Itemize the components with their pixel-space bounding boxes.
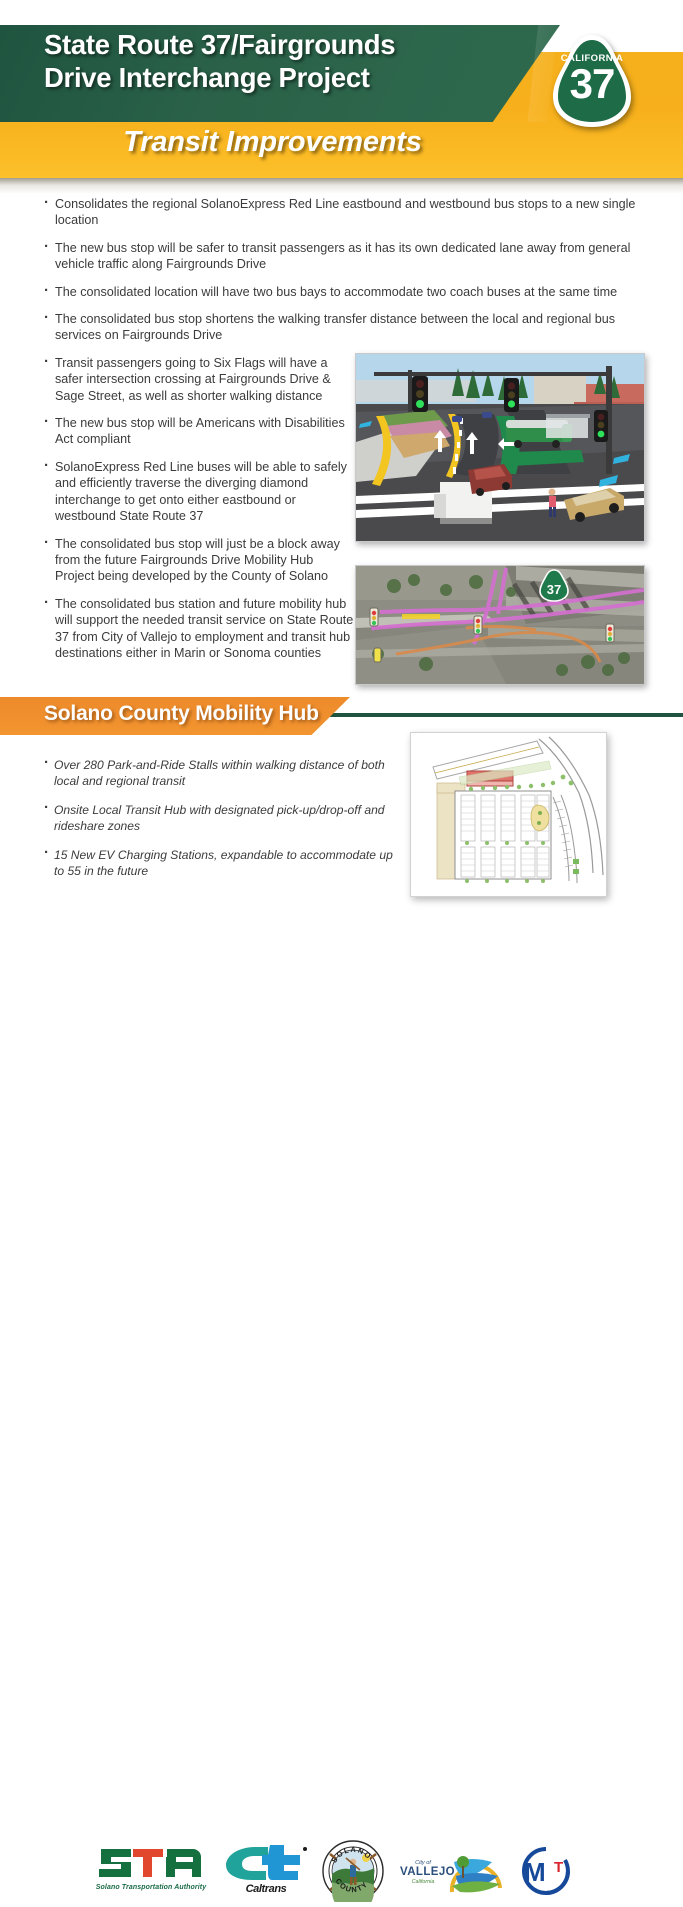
- site-plan-image: [410, 732, 607, 897]
- page-header: [0, 0, 683, 190]
- list-item: · 15 New EV Charging Stations, expandable to accommodate up to 55 in the future: [44, 847, 404, 879]
- list-item: · The new bus stop will be safer to transit passengers as it has its own dedicated lane away from general vehicle traffic along Fairgrounds Drive: [44, 240, 652, 273]
- list-item: · The consolidated location will have two bus bays to accommodate two coach buses at the same time: [44, 284, 652, 300]
- mtc-letter-t: T: [554, 1859, 564, 1876]
- intersection-rendering-image: [355, 353, 645, 542]
- shield-state-label: CALIFORNIA: [560, 53, 624, 64]
- solano-seal-bottom-text: COUNTY: [333, 1876, 370, 1895]
- vallejo-line3: California: [411, 1879, 435, 1885]
- aerial-shield-label: 37: [546, 582, 562, 597]
- svg-text:COUNTY: [334, 1877, 370, 1894]
- solano-county-seal-logo: [322, 1840, 384, 1902]
- mobility-hub-bullet-list: [44, 757, 404, 879]
- list-item: · The consolidated bus stop shortens the walking transfer distance between the local and regional bus services on Fairgrounds Drive: [44, 311, 652, 344]
- aerial-interchange-image: [355, 565, 645, 685]
- mobility-hub-body: [44, 757, 404, 892]
- page-title-line1: State Route 37/Fairgrounds: [44, 29, 396, 60]
- shield-route-number: 37: [569, 60, 615, 107]
- caltrans-wordmark: Caltrans: [245, 1883, 287, 1895]
- footer-logo-strip: [0, 918, 683, 1895]
- vallejo-line1: City of: [415, 1860, 431, 1866]
- mtc-logo: [510, 1846, 582, 1896]
- vallejo-line2: VALLEJO: [400, 1866, 455, 1878]
- city-of-vallejo-logo: [400, 1848, 505, 1896]
- list-item: · The new bus stop will be Americans with Disabilities Act compliant: [44, 415, 355, 448]
- mobility-hub-section-header: [0, 697, 683, 737]
- sta-logo: [95, 1843, 207, 1899]
- mtc-letter-m: M: [524, 1857, 545, 1887]
- page-title: [44, 28, 514, 94]
- section-title: Solano County Mobility Hub: [44, 702, 319, 725]
- solano-seal-top-text: SOLANO: [329, 1844, 374, 1865]
- list-item: · Over 280 Park-and-Ride Stalls within walking distance of both local and regional transit: [44, 757, 404, 789]
- sta-tagline: Solano Transportation Authority: [95, 1884, 207, 1891]
- list-item: · The consolidated bus stop will just be a block away from the future Fairgrounds Drive Mobility Hub Project being developed by the County of Solano: [44, 536, 355, 585]
- header-shadow: [0, 178, 683, 194]
- svg-text:SOLANO: [329, 1845, 373, 1865]
- page-subtitle: Transit Improvements: [123, 126, 422, 158]
- list-item: · Transit passengers going to Six Flags will have a safer intersection crossing at Fairgrounds Drive & Sage Street, as well as shorter walking distance: [44, 355, 355, 404]
- list-item: · Onsite Local Transit Hub with designated pick-up/drop-off and rideshare zones: [44, 802, 404, 834]
- caltrans-logo: [222, 1843, 310, 1899]
- list-item: · SolanoExpress Red Line buses will be able to safely and efficiently traverse the diverging diamond interchange to get onto either eastbound or westbound State Route 37: [44, 459, 355, 525]
- list-item: · The consolidated bus station and future mobility hub will support the needed transit service on State Route 37 from City of Vallejo to employment and transit hub destinations either in Marin or Sonoma counties: [44, 596, 355, 662]
- page-title-line2: Drive Interchange Project: [44, 62, 370, 93]
- list-item: · Consolidates the regional SolanoExpress Red Line eastbound and westbound bus stops to a new single location: [44, 196, 652, 229]
- route-37-shield-icon: [549, 33, 635, 129]
